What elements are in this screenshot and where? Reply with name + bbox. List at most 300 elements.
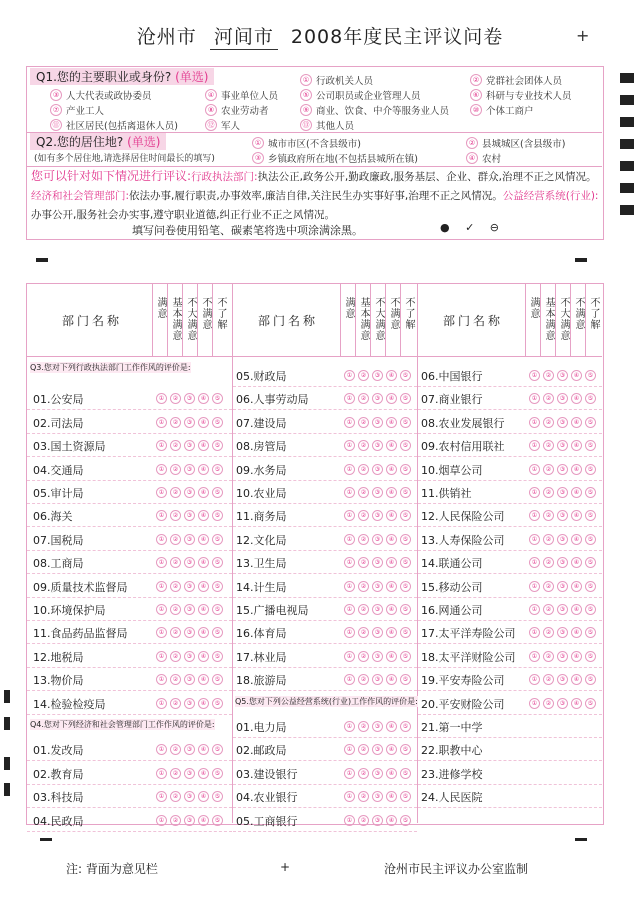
- rating-header: 满意: [343, 297, 354, 319]
- rating-bubble[interactable]: ④: [198, 674, 209, 685]
- rating-bubble[interactable]: ①: [156, 464, 167, 475]
- rating-bubble[interactable]: ②: [170, 674, 181, 685]
- rating-bubble[interactable]: ②: [358, 744, 369, 755]
- rating-bubble[interactable]: ③: [184, 651, 195, 662]
- rating-bubble[interactable]: ②: [358, 581, 369, 592]
- rating-bubble[interactable]: ⑤: [400, 651, 411, 662]
- rating-bubble[interactable]: ②: [543, 534, 554, 545]
- rating-bubble[interactable]: ②: [358, 393, 369, 404]
- rating-bubble[interactable]: ③: [557, 698, 568, 709]
- rating-bubble[interactable]: ③: [184, 464, 195, 475]
- rating-bubble[interactable]: ③: [372, 370, 383, 381]
- rating-bubble[interactable]: ⑤: [212, 487, 223, 498]
- rating-bubble[interactable]: ④: [198, 791, 209, 802]
- rating-bubble[interactable]: ①: [344, 744, 355, 755]
- rating-bubble[interactable]: ⑤: [212, 698, 223, 709]
- rating-bubble[interactable]: ⑤: [400, 674, 411, 685]
- rating-bubble[interactable]: ①: [344, 768, 355, 779]
- rating-bubble[interactable]: ②: [358, 370, 369, 381]
- rating-bubble[interactable]: ①: [156, 815, 167, 826]
- rating-bubble[interactable]: ⑤: [400, 744, 411, 755]
- rating-bubble[interactable]: ②: [170, 487, 181, 498]
- rating-bubble[interactable]: ③: [557, 534, 568, 545]
- rating-bubble[interactable]: ④: [198, 440, 209, 451]
- rating-bubble[interactable]: ⑤: [400, 815, 411, 826]
- rating-bubble[interactable]: ④: [198, 604, 209, 615]
- rating-bubble[interactable]: ④: [198, 393, 209, 404]
- rating-bubble[interactable]: ②: [170, 768, 181, 779]
- rating-bubble[interactable]: ③: [557, 557, 568, 568]
- rating-bubble[interactable]: ③: [372, 534, 383, 545]
- rating-bubble[interactable]: ③: [557, 651, 568, 662]
- rating-bubble[interactable]: ②: [170, 698, 181, 709]
- rating-bubble[interactable]: ②: [358, 674, 369, 685]
- rating-bubble[interactable]: ④: [571, 581, 582, 592]
- header-divider: [385, 283, 386, 356]
- rating-bubble[interactable]: ①: [156, 791, 167, 802]
- rating-bubble[interactable]: ②: [170, 791, 181, 802]
- rating-bubble[interactable]: ④: [571, 464, 582, 475]
- q2-option[interactable]: ④ 农村: [466, 151, 501, 165]
- rating-bubble[interactable]: ④: [386, 791, 397, 802]
- header-divider: [340, 283, 341, 356]
- rating-bubble[interactable]: ④: [386, 534, 397, 545]
- rating-bubble[interactable]: ③: [184, 510, 195, 521]
- rating-bubble[interactable]: ④: [386, 370, 397, 381]
- rating-bubble[interactable]: ②: [358, 440, 369, 451]
- department-name: 22.职教中心: [421, 744, 483, 758]
- rating-bubble[interactable]: ③: [372, 510, 383, 521]
- rating-bubble[interactable]: ④: [386, 440, 397, 451]
- department-name: 23.进修学校: [421, 767, 483, 781]
- rating-bubble[interactable]: ④: [386, 744, 397, 755]
- rating-bubble[interactable]: ①: [529, 674, 540, 685]
- rating-bubble[interactable]: ⑤: [212, 417, 223, 428]
- rating-bubble[interactable]: ④: [571, 393, 582, 404]
- rating-bubble[interactable]: ②: [170, 417, 181, 428]
- rating-bubble[interactable]: ⑤: [212, 393, 223, 404]
- rating-bubble[interactable]: ①: [156, 627, 167, 638]
- rating-bubble[interactable]: ④: [198, 698, 209, 709]
- rating-bubble[interactable]: ①: [156, 744, 167, 755]
- rating-bubble[interactable]: ①: [344, 651, 355, 662]
- row-divider: [27, 503, 232, 504]
- rating-bubble[interactable]: ⑤: [400, 581, 411, 592]
- q1-option[interactable]: ① 行政机关人员: [300, 73, 373, 87]
- department-name: 08.工商局: [33, 557, 84, 571]
- rating-bubble[interactable]: ⑤: [212, 604, 223, 615]
- rating-bubble[interactable]: ④: [386, 674, 397, 685]
- rating-bubble[interactable]: ④: [198, 464, 209, 475]
- rating-bubble[interactable]: ⑤: [212, 440, 223, 451]
- rating-bubble[interactable]: ①: [344, 815, 355, 826]
- rating-bubble[interactable]: ②: [358, 557, 369, 568]
- rating-bubble[interactable]: ③: [372, 721, 383, 732]
- rating-bubble[interactable]: ⑤: [400, 417, 411, 428]
- rating-bubble[interactable]: ⑤: [212, 581, 223, 592]
- rating-bubble[interactable]: ②: [170, 464, 181, 475]
- rating-bubble[interactable]: ⑤: [400, 393, 411, 404]
- q1-option[interactable]: ⑥ 科研与专业技术人员: [470, 88, 572, 102]
- rating-bubble[interactable]: ①: [344, 393, 355, 404]
- rating-bubble[interactable]: ①: [156, 557, 167, 568]
- rating-bubble[interactable]: ①: [344, 791, 355, 802]
- rating-bubble[interactable]: ④: [198, 510, 209, 521]
- rating-bubble[interactable]: ⑤: [585, 651, 596, 662]
- rating-bubble[interactable]: ④: [386, 487, 397, 498]
- rating-bubble[interactable]: ②: [358, 510, 369, 521]
- rating-bubble[interactable]: ④: [386, 604, 397, 615]
- q2-option[interactable]: ② 县城城区(含县级市): [466, 136, 565, 150]
- rating-bubble[interactable]: ①: [344, 674, 355, 685]
- rating-bubble[interactable]: ④: [386, 651, 397, 662]
- rating-bubble[interactable]: ⑤: [585, 627, 596, 638]
- rating-bubble[interactable]: ②: [358, 721, 369, 732]
- rating-bubble[interactable]: ①: [344, 534, 355, 545]
- rating-bubble[interactable]: ②: [170, 604, 181, 615]
- q1-option[interactable]: ⑧ 农业劳动者: [205, 103, 269, 117]
- rating-bubble[interactable]: ③: [184, 604, 195, 615]
- rating-bubble[interactable]: ①: [529, 510, 540, 521]
- rating-bubble[interactable]: ③: [372, 417, 383, 428]
- rating-bubble[interactable]: ③: [557, 464, 568, 475]
- rating-bubble[interactable]: ③: [557, 487, 568, 498]
- rating-bubble[interactable]: ④: [198, 534, 209, 545]
- rating-bubble[interactable]: ④: [386, 627, 397, 638]
- rating-bubble[interactable]: ①: [344, 581, 355, 592]
- rating-bubble[interactable]: ④: [198, 417, 209, 428]
- rating-bubble[interactable]: ③: [372, 744, 383, 755]
- evaluation-intro: 您可以针对如下情况进行评议:行政执法部门:执法公正,政务公开,勤政廉政,服务基层、企业、群众,治理不正之风情况。经济和社会管理部门:依法办事,履行职责,办事效率,廉洁自律,关注民生办实事好事,治理不正之风情况。公益经营系统(行业):办事公开,服务社会办实事,遵守职业道德,纠正行业不正之风情况。: [31, 169, 599, 221]
- rating-bubble[interactable]: ②: [358, 791, 369, 802]
- rating-bubble[interactable]: ④: [198, 487, 209, 498]
- department-name: 02.司法局: [33, 416, 84, 430]
- rating-bubble[interactable]: ⑤: [212, 768, 223, 779]
- q1-option[interactable]: ④ 事业单位人员: [205, 88, 278, 102]
- rating-bubble[interactable]: ④: [571, 627, 582, 638]
- rating-bubble[interactable]: ①: [156, 417, 167, 428]
- rating-bubble[interactable]: ①: [344, 487, 355, 498]
- department-name: 07.商业银行: [421, 393, 483, 407]
- q1-option[interactable]: ⑨ 商业、饮食、中介等服务业人员: [300, 103, 449, 117]
- rating-bubble[interactable]: ⑤: [212, 557, 223, 568]
- rating-bubble[interactable]: ③: [372, 487, 383, 498]
- row-divider: [233, 433, 417, 434]
- rating-bubble[interactable]: ③: [184, 557, 195, 568]
- rating-bubble[interactable]: ①: [156, 674, 167, 685]
- rating-bubble[interactable]: ③: [372, 627, 383, 638]
- rating-bubble[interactable]: ⑤: [585, 370, 596, 381]
- rating-bubble[interactable]: ②: [543, 604, 554, 615]
- rating-bubble[interactable]: ④: [571, 417, 582, 428]
- rating-bubble[interactable]: ④: [198, 768, 209, 779]
- rating-bubble[interactable]: ①: [156, 534, 167, 545]
- rating-bubble[interactable]: ③: [557, 604, 568, 615]
- q1-option[interactable]: ⑦ 产业工人: [50, 103, 104, 117]
- rating-bubble[interactable]: ②: [358, 768, 369, 779]
- rating-bubble[interactable]: ①: [344, 604, 355, 615]
- rating-bubble[interactable]: ⑤: [212, 651, 223, 662]
- rating-bubble[interactable]: ③: [184, 440, 195, 451]
- rating-bubble[interactable]: ②: [358, 604, 369, 615]
- department-name: 14.计生局: [236, 580, 287, 594]
- rating-bubble[interactable]: ④: [571, 674, 582, 685]
- rating-bubble[interactable]: ⑤: [585, 698, 596, 709]
- rating-options: [344, 557, 411, 568]
- rating-bubble[interactable]: ⑤: [400, 510, 411, 521]
- rating-bubble[interactable]: ⑤: [212, 791, 223, 802]
- rating-bubble[interactable]: ②: [170, 534, 181, 545]
- rating-bubble[interactable]: ⑤: [585, 581, 596, 592]
- rating-bubble[interactable]: ⑤: [585, 440, 596, 451]
- rating-bubble[interactable]: ②: [170, 744, 181, 755]
- fill-instruction: 填写问卷使用铅笔、碳素笔将选中项涂满涂黑。: [132, 224, 363, 237]
- rating-bubble[interactable]: ①: [344, 627, 355, 638]
- rating-bubble[interactable]: ②: [358, 417, 369, 428]
- registration-mark: [4, 783, 10, 796]
- rating-bubble[interactable]: ②: [543, 651, 554, 662]
- q1-option[interactable]: ⑪ 社区居民(包括离退休人员): [50, 118, 178, 132]
- rating-bubble[interactable]: ③: [372, 557, 383, 568]
- rating-bubble[interactable]: ①: [156, 651, 167, 662]
- rating-bubble[interactable]: ②: [543, 464, 554, 475]
- q1-option[interactable]: ⑩ 个体工商户: [470, 103, 534, 117]
- rating-bubble[interactable]: ④: [571, 510, 582, 521]
- rating-bubble[interactable]: ⑤: [400, 721, 411, 732]
- rating-bubble[interactable]: ②: [170, 510, 181, 521]
- row-divider: [418, 737, 602, 738]
- rating-bubble[interactable]: ③: [372, 604, 383, 615]
- rating-bubble[interactable]: ①: [529, 604, 540, 615]
- rating-options: [344, 464, 411, 475]
- rating-bubble[interactable]: ①: [156, 768, 167, 779]
- q1-option[interactable]: ③ 人大代表或政协委员: [50, 88, 152, 102]
- rating-bubble[interactable]: ②: [543, 627, 554, 638]
- rating-bubble[interactable]: ④: [571, 698, 582, 709]
- rating-bubble[interactable]: ⑤: [585, 604, 596, 615]
- rating-bubble[interactable]: ①: [529, 370, 540, 381]
- rating-bubble[interactable]: ②: [358, 627, 369, 638]
- rating-bubble[interactable]: ④: [386, 557, 397, 568]
- rating-bubble[interactable]: ⑤: [585, 674, 596, 685]
- rating-bubble[interactable]: ③: [372, 581, 383, 592]
- rating-bubble[interactable]: ④: [198, 557, 209, 568]
- rating-bubble[interactable]: ②: [543, 674, 554, 685]
- rating-bubble[interactable]: ②: [170, 581, 181, 592]
- rating-bubble[interactable]: ①: [344, 721, 355, 732]
- rating-bubble[interactable]: ①: [529, 557, 540, 568]
- header-divider: [585, 283, 586, 356]
- rating-bubble[interactable]: ③: [184, 627, 195, 638]
- q2-option[interactable]: ① 城市市区(不含县级市): [252, 136, 361, 150]
- q1-option[interactable]: ② 党群社会团体人员: [470, 73, 562, 87]
- rating-bubble[interactable]: ④: [386, 581, 397, 592]
- rating-bubble[interactable]: ⑤: [400, 604, 411, 615]
- rating-bubble[interactable]: ⑤: [400, 487, 411, 498]
- rating-bubble[interactable]: ①: [529, 698, 540, 709]
- rating-bubble[interactable]: ④: [386, 721, 397, 732]
- rating-bubble[interactable]: ③: [557, 393, 568, 404]
- rating-bubble[interactable]: ③: [184, 768, 195, 779]
- rating-bubble[interactable]: ④: [571, 651, 582, 662]
- rating-bubble[interactable]: ④: [198, 815, 209, 826]
- rating-bubble[interactable]: ⑤: [400, 791, 411, 802]
- rating-bubble[interactable]: ④: [198, 744, 209, 755]
- rating-bubble[interactable]: ⑤: [400, 627, 411, 638]
- rating-bubble[interactable]: ②: [170, 815, 181, 826]
- rating-bubble[interactable]: ②: [543, 440, 554, 451]
- rating-bubble[interactable]: ①: [529, 487, 540, 498]
- rating-bubble[interactable]: ④: [386, 417, 397, 428]
- rating-bubble[interactable]: ①: [344, 370, 355, 381]
- rating-bubble[interactable]: ④: [386, 815, 397, 826]
- rating-bubble[interactable]: ③: [372, 815, 383, 826]
- rating-options: [156, 393, 223, 404]
- rating-bubble[interactable]: ⑤: [400, 440, 411, 451]
- rating-options: [529, 370, 596, 381]
- rating-bubble[interactable]: ①: [156, 440, 167, 451]
- rating-bubble[interactable]: ①: [156, 604, 167, 615]
- rating-bubble[interactable]: ③: [372, 768, 383, 779]
- rating-bubble[interactable]: ②: [358, 487, 369, 498]
- rating-bubble[interactable]: ⑤: [400, 768, 411, 779]
- rating-bubble[interactable]: ⑤: [212, 815, 223, 826]
- rating-bubble[interactable]: ⑤: [585, 417, 596, 428]
- rating-bubble[interactable]: ②: [358, 651, 369, 662]
- rating-bubble[interactable]: ⑤: [212, 534, 223, 545]
- rating-bubble[interactable]: ④: [386, 464, 397, 475]
- rating-bubble[interactable]: ③: [184, 674, 195, 685]
- rating-bubble[interactable]: ②: [358, 815, 369, 826]
- rating-options: [344, 744, 411, 755]
- rating-bubble[interactable]: ③: [184, 698, 195, 709]
- rating-bubble[interactable]: ③: [557, 370, 568, 381]
- rating-bubble[interactable]: ③: [557, 417, 568, 428]
- rating-bubble[interactable]: ④: [386, 393, 397, 404]
- rating-bubble[interactable]: ④: [198, 627, 209, 638]
- rating-bubble[interactable]: ②: [358, 534, 369, 545]
- rating-bubble[interactable]: ③: [372, 651, 383, 662]
- rating-bubble[interactable]: ⑤: [212, 627, 223, 638]
- rating-bubble[interactable]: ③: [557, 510, 568, 521]
- rating-bubble[interactable]: ②: [543, 487, 554, 498]
- rating-bubble[interactable]: ①: [529, 464, 540, 475]
- rating-bubble[interactable]: ①: [529, 534, 540, 545]
- rating-bubble[interactable]: ③: [557, 581, 568, 592]
- rating-bubble[interactable]: ②: [170, 440, 181, 451]
- rating-bubble[interactable]: ③: [184, 487, 195, 498]
- rating-bubble[interactable]: ③: [557, 674, 568, 685]
- rating-bubble[interactable]: ②: [543, 557, 554, 568]
- rating-bubble[interactable]: ①: [529, 440, 540, 451]
- rating-bubble[interactable]: ⑤: [585, 510, 596, 521]
- rating-bubble[interactable]: ①: [529, 393, 540, 404]
- rating-bubble[interactable]: ③: [372, 464, 383, 475]
- rating-bubble[interactable]: ③: [557, 440, 568, 451]
- rating-bubble[interactable]: ①: [529, 651, 540, 662]
- rating-bubble[interactable]: ⑤: [400, 557, 411, 568]
- rating-bubble[interactable]: ④: [571, 604, 582, 615]
- rating-bubble[interactable]: ④: [386, 510, 397, 521]
- rating-bubble[interactable]: ⑤: [212, 674, 223, 685]
- row-divider: [233, 620, 417, 621]
- rating-bubble[interactable]: ②: [543, 581, 554, 592]
- rating-bubble[interactable]: ④: [198, 581, 209, 592]
- rating-bubble[interactable]: ⑤: [212, 510, 223, 521]
- rating-bubble[interactable]: ①: [156, 487, 167, 498]
- rating-bubble[interactable]: ⑤: [212, 464, 223, 475]
- rating-bubble[interactable]: ③: [184, 815, 195, 826]
- q2-option[interactable]: ③ 乡镇政府所在地(不包括县城所在镇): [252, 151, 418, 165]
- rating-bubble[interactable]: ④: [571, 487, 582, 498]
- rating-bubble[interactable]: ③: [184, 417, 195, 428]
- rating-bubble[interactable]: ③: [184, 393, 195, 404]
- rating-bubble[interactable]: ①: [529, 417, 540, 428]
- rating-bubble[interactable]: ④: [571, 534, 582, 545]
- rating-bubble[interactable]: ②: [543, 698, 554, 709]
- rating-bubble[interactable]: ⑤: [585, 393, 596, 404]
- rating-bubble[interactable]: ④: [571, 440, 582, 451]
- rating-bubble[interactable]: ⑤: [400, 534, 411, 545]
- rating-bubble[interactable]: ①: [344, 557, 355, 568]
- rating-bubble[interactable]: ①: [344, 440, 355, 451]
- rating-bubble[interactable]: ②: [170, 651, 181, 662]
- rating-bubble[interactable]: ③: [372, 440, 383, 451]
- rating-bubble[interactable]: ①: [156, 698, 167, 709]
- q1-option[interactable]: ⑫ 军人: [205, 118, 240, 132]
- rating-bubble[interactable]: ①: [529, 581, 540, 592]
- rating-bubble[interactable]: ②: [170, 393, 181, 404]
- rating-bubble[interactable]: ②: [358, 464, 369, 475]
- rating-bubble[interactable]: ③: [184, 791, 195, 802]
- rating-bubble[interactable]: ①: [344, 510, 355, 521]
- row-divider: [418, 433, 602, 434]
- rating-bubble[interactable]: ③: [184, 581, 195, 592]
- rating-bubble[interactable]: ③: [184, 534, 195, 545]
- rating-bubble[interactable]: ②: [170, 557, 181, 568]
- rating-bubble[interactable]: ②: [543, 370, 554, 381]
- rating-bubble[interactable]: ③: [372, 393, 383, 404]
- rating-bubble[interactable]: ④: [198, 651, 209, 662]
- q1-option[interactable]: ⑤ 公司职员或企业管理人员: [300, 88, 421, 102]
- rating-bubble[interactable]: ①: [156, 510, 167, 521]
- rating-bubble[interactable]: ④: [571, 370, 582, 381]
- rating-bubble[interactable]: ⑤: [400, 464, 411, 475]
- rating-bubble[interactable]: ③: [372, 674, 383, 685]
- rating-bubble[interactable]: ⑤: [400, 370, 411, 381]
- rating-bubble[interactable]: ⑤: [585, 557, 596, 568]
- rating-bubble[interactable]: ③: [184, 744, 195, 755]
- rating-bubble[interactable]: ①: [156, 581, 167, 592]
- rating-bubble[interactable]: ③: [557, 627, 568, 638]
- rating-bubble[interactable]: ①: [344, 417, 355, 428]
- rating-bubble[interactable]: ②: [170, 627, 181, 638]
- rating-bubble[interactable]: ⑤: [585, 487, 596, 498]
- rating-bubble[interactable]: ①: [156, 393, 167, 404]
- rating-bubble[interactable]: ⑤: [585, 534, 596, 545]
- rating-bubble[interactable]: ②: [543, 417, 554, 428]
- rating-bubble[interactable]: ⑤: [585, 464, 596, 475]
- rating-bubble[interactable]: ④: [386, 768, 397, 779]
- q1-option[interactable]: ⑬ 其他人员: [300, 118, 354, 132]
- rating-bubble[interactable]: ①: [529, 627, 540, 638]
- rating-bubble[interactable]: ①: [344, 464, 355, 475]
- rating-bubble[interactable]: ③: [372, 791, 383, 802]
- rating-bubble[interactable]: ②: [543, 393, 554, 404]
- rating-bubble[interactable]: ⑤: [212, 744, 223, 755]
- rating-bubble[interactable]: ②: [543, 510, 554, 521]
- rating-bubble[interactable]: ④: [571, 557, 582, 568]
